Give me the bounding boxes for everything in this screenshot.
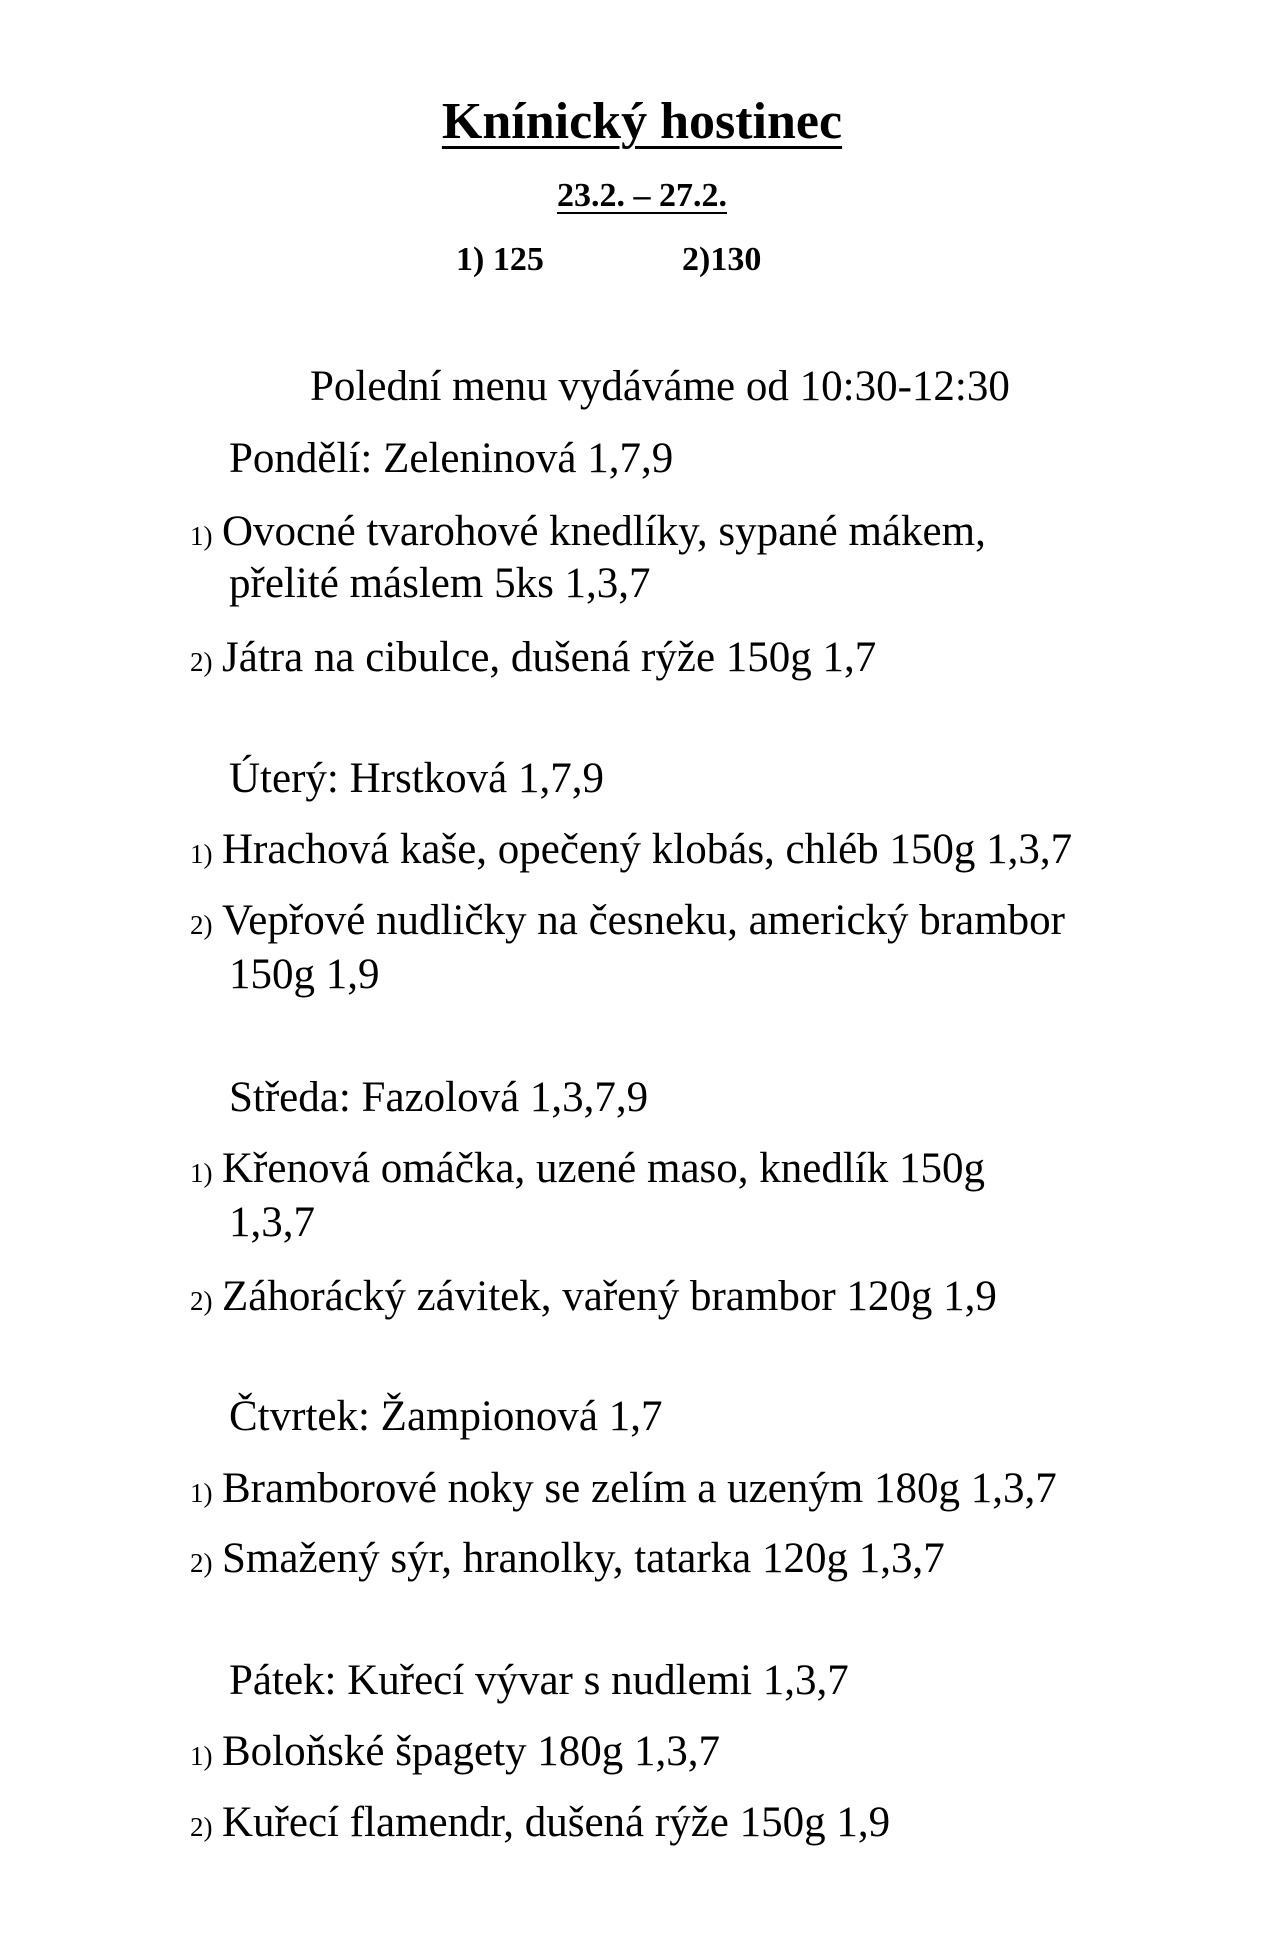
dish-number: 1) xyxy=(190,521,213,551)
dish-item xyxy=(190,1796,890,1854)
dish-number: 2) xyxy=(190,1812,213,1842)
dish-text: Smažený sýr, hranolky, tatarka 120g 1,3,7 xyxy=(222,1535,945,1582)
dish-text-continued: 150g 1,9 xyxy=(229,951,380,998)
dish-text-continued: přelité máslem 5ks 1,3,7 xyxy=(229,560,651,607)
dish-number: 1) xyxy=(190,1158,213,1188)
day-soup-thursday: Čtvrtek: Žampionová 1,7 xyxy=(229,1393,663,1440)
dish-item xyxy=(190,1142,985,1200)
dish-item xyxy=(190,894,1065,952)
dish-text: Křenová omáčka, uzené maso, knedlík 150g xyxy=(222,1145,985,1192)
dish-text: Hrachová kaše, opečený klobás, chléb 150g 1,3,7 xyxy=(222,826,1073,873)
dish-text: Ovocné tvarohové knedlíky, sypané mákem, xyxy=(222,508,986,555)
dish-item xyxy=(190,505,986,563)
dish-item xyxy=(190,1532,945,1590)
dish-item xyxy=(190,1270,997,1328)
dish-text: Záhorácký závitek, vařený brambor 120g 1,9 xyxy=(222,1273,997,1320)
day-soup-wednesday: Středa: Fazolová 1,3,7,9 xyxy=(229,1074,649,1121)
day-soup-monday: Pondělí: Zeleninová 1,7,9 xyxy=(229,435,674,482)
dish-item xyxy=(190,1725,720,1783)
day-soup-friday: Pátek: Kuřecí vývar s nudlemi 1,3,7 xyxy=(229,1657,849,1704)
price-menu-1: 1) 125 xyxy=(456,241,544,278)
page-title: Knínický hostinec xyxy=(441,93,843,150)
dish-text: Játra na cibulce, dušená rýže 150g 1,7 xyxy=(222,634,877,681)
dish-item xyxy=(190,823,1072,881)
dish-text: Vepřové nudličky na česneku, americký brambor xyxy=(222,897,1065,944)
date-range: 23.2. – 27.2. xyxy=(557,177,727,214)
dish-number: 2) xyxy=(190,1286,213,1316)
dish-number: 1) xyxy=(190,839,213,869)
dish-text: Bramborové noky se zelím a uzeným 180g 1,3,7 xyxy=(222,1465,1057,1512)
dish-item xyxy=(190,631,876,689)
dish-text: Kuřecí flamendr, dušená rýže 150g 1,9 xyxy=(222,1799,891,1846)
serving-hours: Polední menu vydáváme od 10:30-12:30 xyxy=(310,363,1010,410)
dish-number: 1) xyxy=(190,1741,213,1771)
dish-item xyxy=(190,1462,1057,1520)
dish-text-continued: 1,3,7 xyxy=(229,1199,315,1246)
dish-text: Boloňské špagety 180g 1,3,7 xyxy=(222,1728,721,1775)
dish-number: 2) xyxy=(190,647,213,677)
price-menu-2: 2)130 xyxy=(682,241,762,278)
dish-number: 2) xyxy=(190,910,213,940)
dish-number: 2) xyxy=(190,1548,213,1578)
dish-number: 1) xyxy=(190,1478,213,1508)
day-soup-tuesday: Úterý: Hrstková 1,7,9 xyxy=(229,755,604,802)
